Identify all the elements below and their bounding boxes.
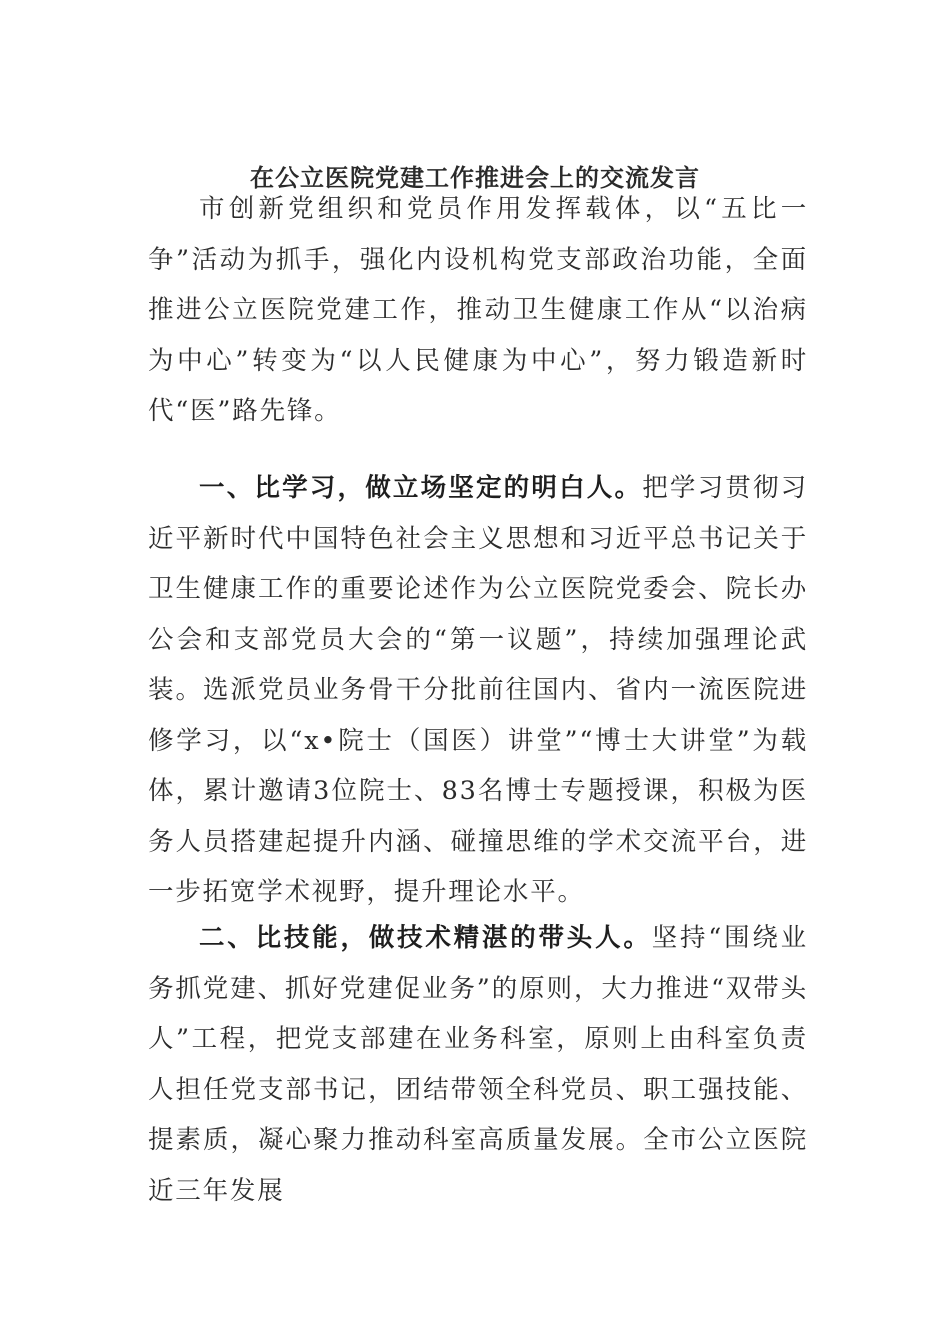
paragraph-intro: [148, 184, 808, 437]
paragraph-text: 把学习贯彻习近平新时代中国特色社会主义思想和习近平总书记关于卫生健康工作的重要论述作为公立医院党委会、院长办公会和支部党员大会的“第一议题”，持续加强理论武装。选派党员业务骨干分批前往国内、省内一流医院进修学习，以“x•院士（国医）讲堂”“博士大讲堂”为载体，累计邀请3位院士、83名博士专题授课，积极为医务人员搭建起提升内涵、碰撞思维的学术交流平台，进一步拓宽学术视野，提升理论水平。: [148, 473, 808, 907]
document-title: 在公立医院党建工作推进会上的交流发言: [250, 163, 700, 192]
paragraph-text: 市创新党组织和党员作用发挥载体，以“五比一争”活动为抓手，强化内设机构党支部政治功能，全面推进公立医院党建工作，推动卫生健康工作从“以治病为中心”转变为“以人民健康为中心”，努力锻造新时代“医”路先锋。: [148, 194, 808, 426]
paragraph-text: 坚持“围绕业务抓党建、抓好党建促业务”的原则，大力推进“双带头人”工程，把党支部建在业务科室，原则上由科室负责人担任党支部书记，团结带领全科党员、职工强技能、提素质，凝心聚力推动科室高质量发展。全市公立医院近三年发展: [148, 923, 808, 1206]
paragraph-section-2: [148, 913, 808, 1216]
section-heading: 一、比学习，做立场坚定的明白人。: [199, 473, 643, 503]
paragraph-section-1: [148, 463, 808, 918]
section-heading: 二、比技能，做技术精湛的带头人。: [199, 923, 652, 953]
